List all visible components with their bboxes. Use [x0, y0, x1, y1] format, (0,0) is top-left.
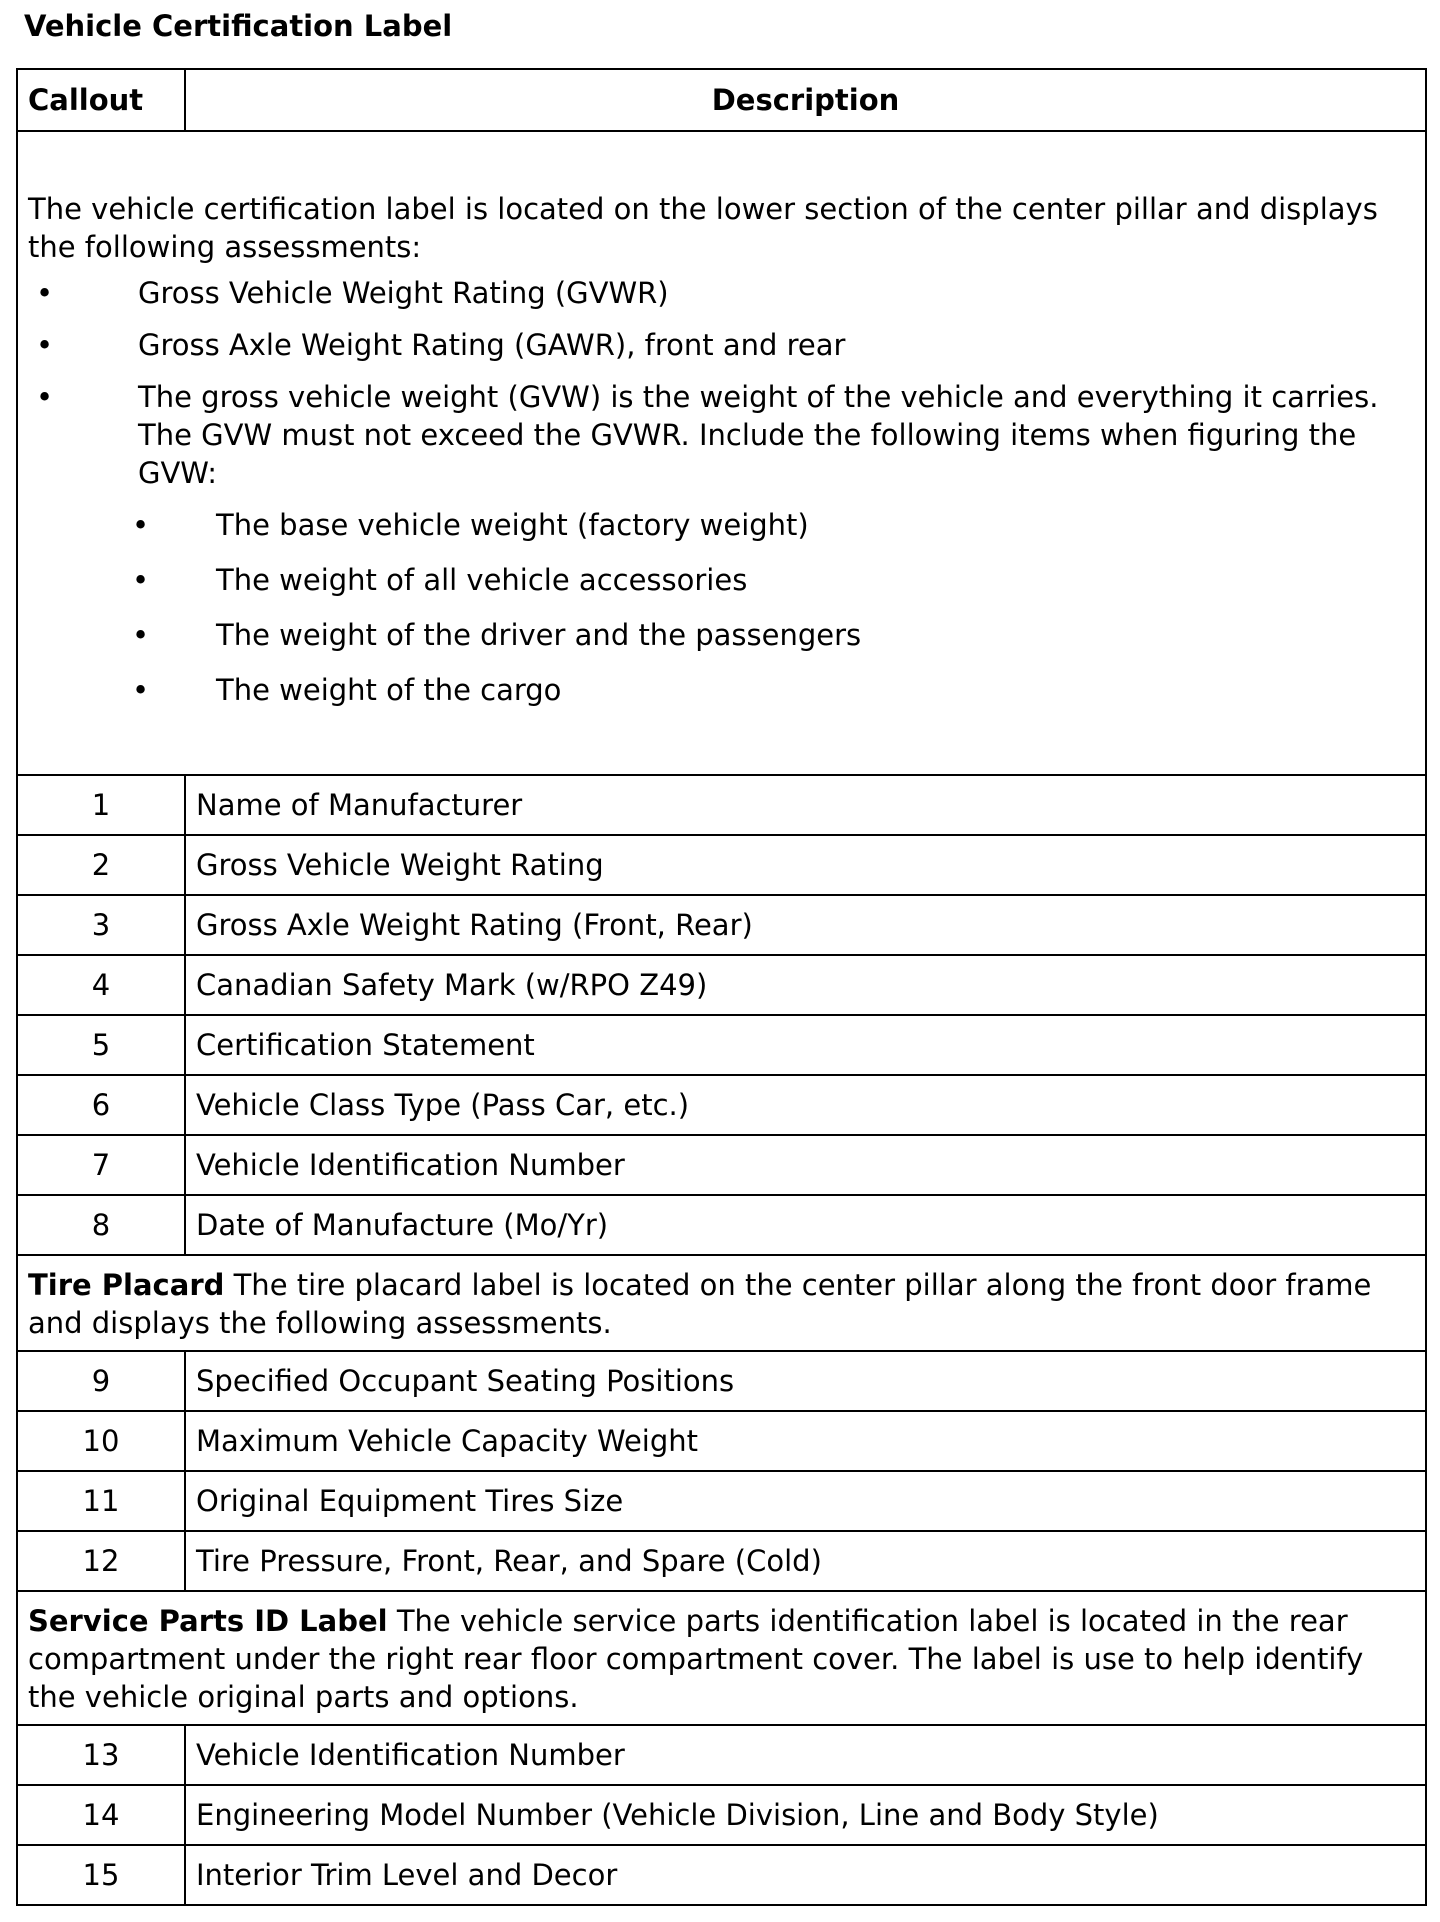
callout-description: Certification Statement	[185, 1015, 1426, 1075]
callout-description: Original Equipment Tires Size	[185, 1471, 1426, 1531]
callout-description: Vehicle Identification Number	[185, 1135, 1426, 1195]
callout-description: Engineering Model Number (Vehicle Division, Line and Body Style)	[185, 1785, 1426, 1845]
callout-description: Vehicle Class Type (Pass Car, etc.)	[185, 1075, 1426, 1135]
table-row	[17, 955, 1426, 1015]
callout-description: Canadian Safety Mark (w/RPO Z49)	[185, 955, 1426, 1015]
callout-table	[16, 68, 1427, 1906]
list-item: • Gross Vehicle Weight Rating (GVWR)	[28, 274, 1415, 312]
table-header-row	[17, 69, 1426, 131]
callout-number: 4	[17, 955, 185, 1015]
table-row	[17, 1785, 1426, 1845]
callout-number: 14	[17, 1785, 185, 1845]
callout-description: Date of Manufacture (Mo/Yr)	[185, 1195, 1426, 1255]
table-row	[17, 1531, 1426, 1591]
callout-description: Gross Axle Weight Rating (Front, Rear)	[185, 895, 1426, 955]
callout-number: 5	[17, 1015, 185, 1075]
table-row	[17, 1075, 1426, 1135]
service-parts-section-row	[17, 1591, 1426, 1725]
table-row	[17, 1725, 1426, 1785]
callout-number: 8	[17, 1195, 185, 1255]
callout-number: 15	[17, 1845, 185, 1905]
table-row	[17, 775, 1426, 835]
page-title: Vehicle Certification Label	[24, 9, 453, 43]
tire-placard-section	[17, 1255, 1426, 1351]
service-parts-heading: Service Parts ID Label	[28, 1604, 388, 1638]
table-row	[17, 1471, 1426, 1531]
table-row	[17, 1015, 1426, 1075]
callout-description: Name of Manufacturer	[185, 775, 1426, 835]
table-row	[17, 1195, 1426, 1255]
table-row	[17, 1351, 1426, 1411]
callout-number: 9	[17, 1351, 185, 1411]
callout-number: 6	[17, 1075, 185, 1135]
callout-column-header: Callout	[17, 69, 185, 131]
intro-section	[17, 131, 1426, 775]
callout-description: Maximum Vehicle Capacity Weight	[185, 1411, 1426, 1471]
callout-number: 10	[17, 1411, 185, 1471]
tire-placard-section-row	[17, 1255, 1426, 1351]
list-item: • The weight of the cargo	[28, 671, 1415, 709]
tire-placard-heading: Tire Placard	[28, 1268, 225, 1302]
table-row	[17, 835, 1426, 895]
callout-number: 11	[17, 1471, 185, 1531]
intro-text: The vehicle certification label is located on the lower section of the center pillar and displays the following assessments:	[28, 192, 1378, 264]
callout-number: 13	[17, 1725, 185, 1785]
list-item: • Gross Axle Weight Rating (GAWR), front and rear	[28, 326, 1415, 364]
service-parts-section	[17, 1591, 1426, 1725]
table-row	[17, 1411, 1426, 1471]
gvw-items-list	[138, 506, 1415, 709]
table-row	[17, 895, 1426, 955]
callout-number: 12	[17, 1531, 185, 1591]
table-row	[17, 1135, 1426, 1195]
callout-description: Tire Pressure, Front, Rear, and Spare (Cold)	[185, 1531, 1426, 1591]
callout-description: Vehicle Identification Number	[185, 1725, 1426, 1785]
callout-number: 1	[17, 775, 185, 835]
table-row	[17, 1845, 1426, 1905]
callout-number: 7	[17, 1135, 185, 1195]
description-column-header: Description	[185, 69, 1426, 131]
callout-description: Interior Trim Level and Decor	[185, 1845, 1426, 1905]
list-item: • The base vehicle weight (factory weight)	[28, 506, 1415, 544]
callout-description: Gross Vehicle Weight Rating	[185, 835, 1426, 895]
callout-number: 3	[17, 895, 185, 955]
tire-placard-text: The tire placard label is located on the center pillar along the front door frame and displays the following assessments.	[28, 1268, 1372, 1340]
assessment-list	[28, 274, 1415, 709]
service-parts-text: The vehicle service parts identification label is located in the rear compartment under the right rear floor compartment cover. The label is use to help identify the vehicle original parts and options.	[28, 1604, 1364, 1714]
callout-description: Specified Occupant Seating Positions	[185, 1351, 1426, 1411]
list-item: • The weight of the driver and the passengers	[28, 616, 1415, 654]
list-item-text: The gross vehicle weight (GVW) is the weight of the vehicle and everything it carries. The GVW must not exceed the GVWR. Include the following items when figuring the GVW:	[138, 380, 1379, 490]
list-item	[28, 378, 1415, 709]
callout-number: 2	[17, 835, 185, 895]
list-item: • The weight of all vehicle accessories	[28, 561, 1415, 599]
intro-section-row	[17, 131, 1426, 775]
